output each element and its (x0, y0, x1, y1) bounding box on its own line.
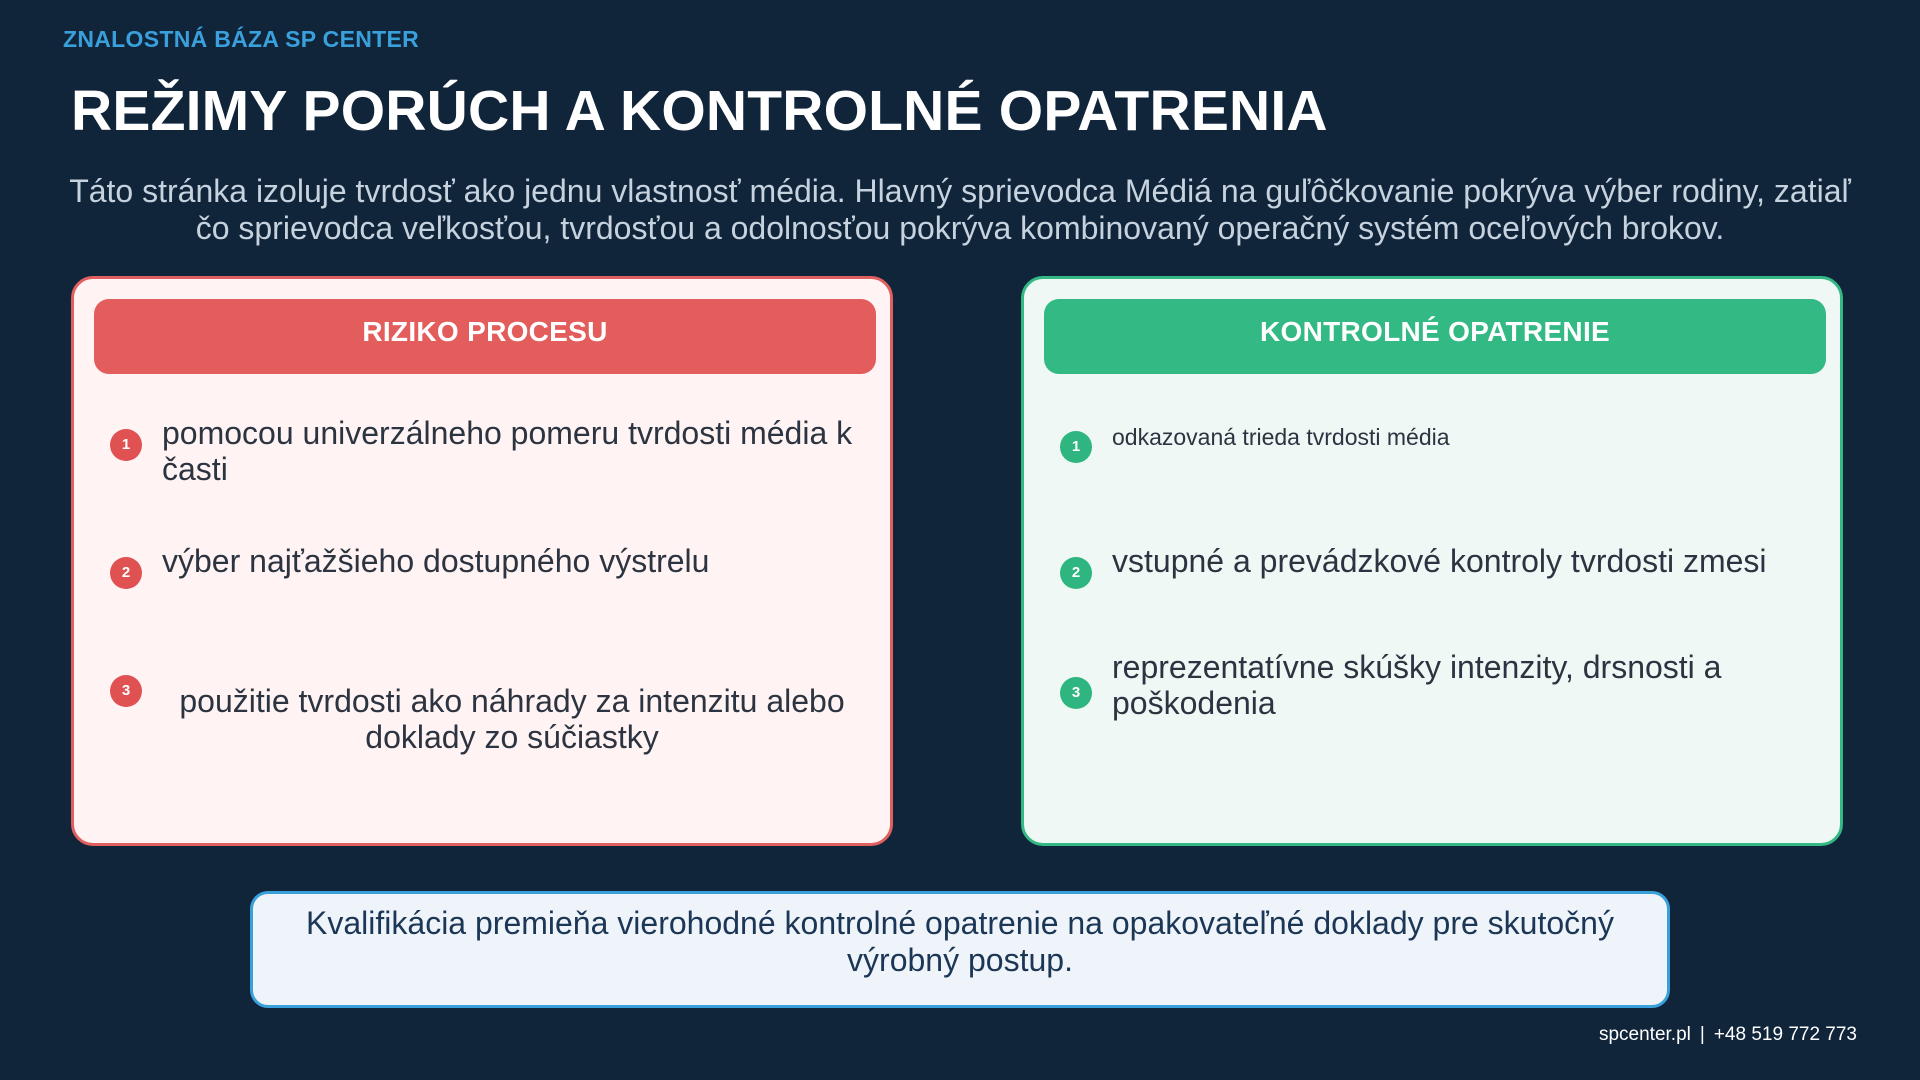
number-badge: 2 (1060, 557, 1092, 589)
risk-item-text: použitie tvrdosti ako náhrady za intenzitu alebo doklady zo súčiastky (179, 683, 845, 755)
page-subtitle (0, 173, 1920, 247)
kicker-label: ZNALOSTNÁ BÁZA SP CENTER (63, 26, 420, 52)
control-item-text: odkazovaná trieda tvrdosti média (1112, 424, 1450, 450)
process-risk-header: RIZIKO PROCESU (94, 299, 876, 374)
control-item-text: reprezentatívne skúšky intenzity, drsnosti a poškodenia (1112, 649, 1722, 721)
number-badge: 1 (1060, 431, 1092, 463)
website-link[interactable]: spcenter.pl (1598, 1024, 1691, 1045)
subtitle-line-1: Táto stránka izoluje tvrdosť ako jednu vlastnosť média. Hlavný sprievodca Médiá na guľôčkovanie pokrýva výber rodiny, zatiaľ (69, 173, 1851, 209)
control-measure-card (1021, 276, 1843, 846)
page-title: REŽIMY PORÚCH A KONTROLNÉ OPATRENIA (71, 79, 1328, 143)
control-measure-header: KONTROLNÉ OPATRENIE (1044, 299, 1826, 374)
contact-info (1599, 1024, 1857, 1046)
number-badge: 3 (110, 675, 142, 707)
number-badge: 1 (110, 429, 142, 461)
process-risk-card (71, 276, 893, 846)
phone-number[interactable]: +48 519 772 773 (1713, 1024, 1857, 1045)
contact-separator: | (1699, 1024, 1705, 1045)
risk-item-text: výber najťažšieho dostupného výstrelu (162, 543, 710, 579)
subtitle-line-2: čo sprievodca veľkosťou, tvrdosťou a odolnosťou pokrýva kombinovaný operačný systém oceľových brokov. (195, 210, 1725, 246)
number-badge: 2 (110, 557, 142, 589)
control-item-text: vstupné a prevádzkové kontroly tvrdosti zmesi (1112, 543, 1767, 579)
risk-item-text: pomocou univerzálneho pomeru tvrdosti média k časti (162, 415, 853, 487)
qualification-note: Kvalifikácia premieňa vierohodné kontrolné opatrenie na opakovateľné doklady pre skutočný výrobný postup. (250, 891, 1670, 1008)
number-badge: 3 (1060, 677, 1092, 709)
